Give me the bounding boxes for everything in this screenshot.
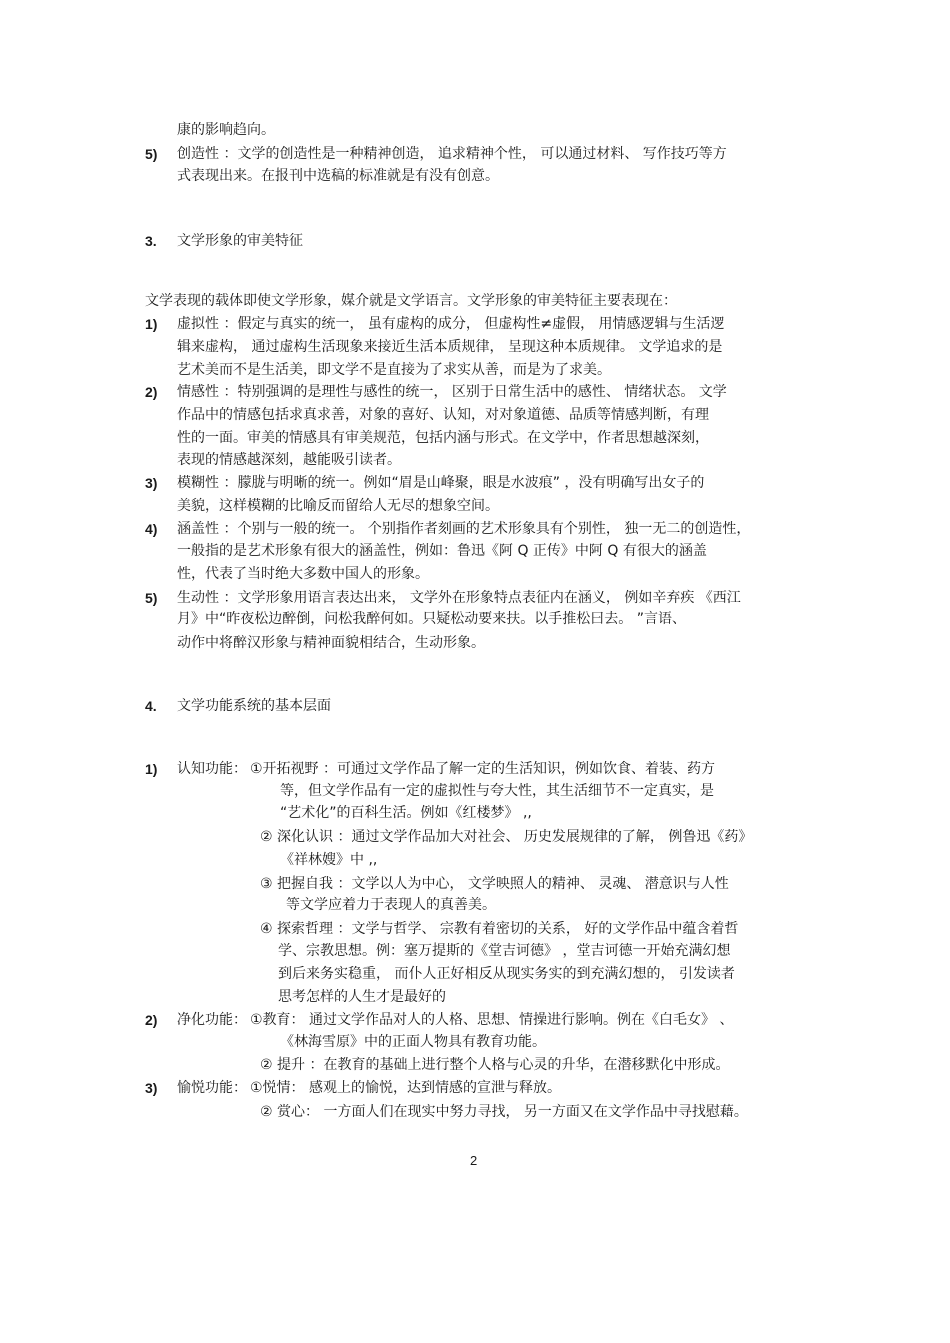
text-line: ①教育： 通过文学作品对人的人格、思想、情操进行影响。例在《白毛女》 、 bbox=[250, 1012, 734, 1028]
list-number: 5) bbox=[145, 590, 158, 606]
text-line: ② 赏心： 一方面人们在现实中努力寻找， 另一方面又在文学作品中寻找慰藉。 bbox=[260, 1104, 748, 1120]
text-line: 涵盖性 ：个别与一般的统一。 个别指作者刻画的艺术形象具有个别性， 独一无二的创造性， bbox=[177, 521, 751, 537]
list-number: 3) bbox=[145, 1080, 158, 1096]
text-line: 《祥林嫂》中 ,, bbox=[280, 852, 378, 868]
text-line: 康的影响趋向。 bbox=[177, 122, 275, 138]
text-line: 性的一面。审美的情感具有审美规范，包括内涵与形式。在文学中，作者思想越深刻， bbox=[177, 430, 709, 446]
section-number: 3. bbox=[145, 233, 157, 249]
paragraph-line: 文学表现的载体即使文学形象，媒介就是文学语言。文学形象的审美特征主要表现在： bbox=[145, 293, 677, 309]
text-line: 模糊性 ：朦胧与明晰的统一。例如“眉是山峰聚，眼是水波痕” ，没有明确写出女子的 bbox=[177, 475, 705, 491]
text-line: 式表现出来。在报刊中选稿的标准就是有没有创意。 bbox=[177, 168, 499, 184]
text-line: 动作中将醉汉形象与精神面貌相结合，生动形象。 bbox=[177, 635, 485, 651]
text-line: 情感性 ：特别强调的是理性与感性的统一， 区别于日常生活中的感性、 情绪状态。 文学 bbox=[177, 384, 727, 400]
list-number: 1) bbox=[145, 761, 158, 777]
text-line: 生动性 ：文学形象用语言表达出来， 文学外在形象特点表征内在涵义， 例如辛弃疾 《西江 bbox=[177, 590, 741, 606]
text-line: 学、宗教思想。例：塞万提斯的《堂吉诃德》 ，堂吉诃德一开始充满幻想 bbox=[278, 943, 731, 959]
text-line: 艺术美而不是生活美，即文学不是直接为了求实从善，而是为了求美。 bbox=[177, 362, 611, 378]
text-line: 月》中“昨夜松边醉倒，问松我醉何如。只疑松动要来扶。以手推松曰去。 ”言语、 bbox=[177, 611, 686, 627]
text-line: “艺术化”的百科生活。例如《红楼梦》 ,, bbox=[280, 805, 532, 821]
text-line: 到后来务实稳重， 而仆人正好相反从现实务实的到充满幻想的， 引发读者 bbox=[278, 966, 735, 982]
function-label: 愉悦功能： bbox=[177, 1080, 247, 1096]
list-number: 2) bbox=[145, 384, 158, 400]
list-number: 5) bbox=[145, 146, 158, 162]
list-number: 4) bbox=[145, 521, 158, 537]
text-line: 虚拟性 ：假定与真实的统一， 虽有虚构的成分， 但虚构性≠虚假， 用情感逻辑与生活逻 bbox=[177, 316, 725, 332]
list-number: 3) bbox=[145, 475, 158, 491]
text-line: ② 提升 ：在教育的基础上进行整个人格与心灵的升华，在潜移默化中形成。 bbox=[260, 1057, 730, 1073]
text-line: 性，代表了当时绝大多数中国人的形象。 bbox=[177, 566, 429, 582]
list-number: 2) bbox=[145, 1012, 158, 1028]
list-number: 1) bbox=[145, 316, 158, 332]
page-number: 2 bbox=[470, 1153, 478, 1168]
section-title: 文学功能系统的基本层面 bbox=[177, 698, 331, 714]
function-label: 净化功能： bbox=[177, 1012, 247, 1028]
text-line: ①开拓视野 ：可通过文学作品了解一定的生活知识，例如饮食、着装、药方 bbox=[250, 761, 715, 777]
text-line: 《林海雪原》中的正面人物具有教育功能。 bbox=[280, 1034, 546, 1050]
text-line: 辑来虚构， 通过虚构生活现象来接近生活本质规律， 呈现这种本质规律。 文学追求的是 bbox=[177, 339, 723, 355]
text-line: 表现的情感越深刻，越能吸引读者。 bbox=[177, 452, 401, 468]
text-line: ③ 把握自我 ：文学以人为中心， 文学映照人的精神、 灵魂、 潜意识与人性 bbox=[260, 876, 729, 892]
function-label: 认知功能： bbox=[177, 761, 247, 777]
text-line: 一般指的是艺术形象有很大的涵盖性，例如：鲁迅《阿 Q 正传》中阿 Q 有很大的涵盖 bbox=[177, 543, 707, 559]
section-number: 4. bbox=[145, 698, 157, 714]
text-line: 思考怎样的人生才是最好的 bbox=[278, 989, 446, 1005]
text-line: 等文学应着力于表现人的真善美。 bbox=[286, 897, 496, 913]
text-line: 作品中的情感包括求真求善，对象的喜好、认知，对对象道德、品质等情感判断，有理 bbox=[177, 407, 709, 423]
text-line: 美貌，这样模糊的比喻反而留给人无尽的想象空间。 bbox=[177, 498, 499, 514]
text-line: 创造性 ：文学的创造性是一种精神创造， 追求精神个性， 可以通过材料、 写作技巧等方 bbox=[177, 146, 727, 162]
section-title: 文学形象的审美特征 bbox=[177, 233, 303, 249]
text-line: 等，但文学作品有一定的虚拟性与夸大性，其生活细节不一定真实，是 bbox=[280, 783, 714, 799]
text-line: ④ 探索哲理 ：文学与哲学、 宗教有着密切的关系， 好的文学作品中蕴含着哲 bbox=[260, 921, 739, 937]
text-line: ①悦情： 感观上的愉悦，达到情感的宣泄与释放。 bbox=[250, 1080, 561, 1096]
text-line: ② 深化认识 ：通过文学作品加大对社会、 历史发展规律的了解， 例鲁迅《药》 bbox=[260, 829, 753, 845]
